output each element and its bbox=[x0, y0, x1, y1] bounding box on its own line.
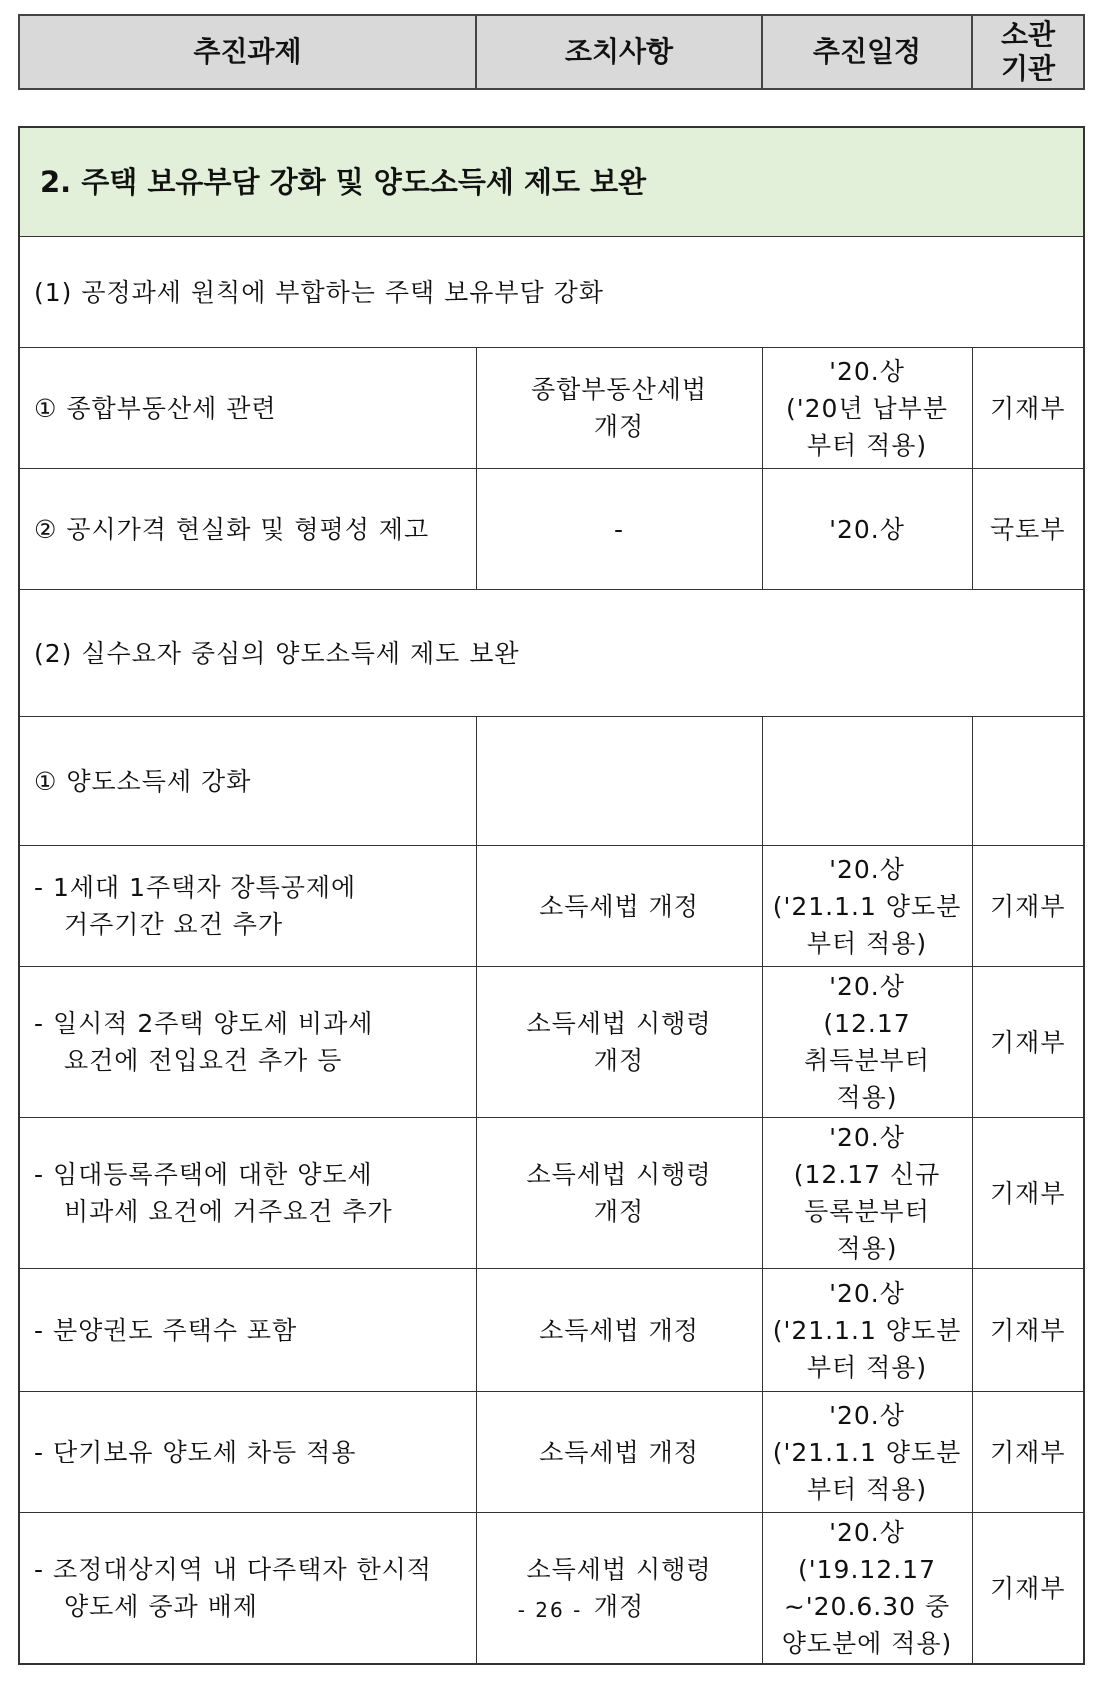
schedule-cell: '20.상 ('19.12.17 ~'20.6.30 중 양도분에 적용) bbox=[762, 1513, 972, 1665]
task-cell: ② 공시가격 현실화 및 형평성 제고 bbox=[19, 469, 476, 590]
task-cell: - 일시적 2주택 양도세 비과세 요건에 전입요건 추가 등 bbox=[19, 967, 476, 1118]
table-row bbox=[19, 1513, 1084, 1665]
header-agency: 소관 기관 bbox=[972, 15, 1084, 89]
schedule-cell: '20.상 (12.17 취득분부터 적용) bbox=[762, 967, 972, 1118]
header-action: 조치사항 bbox=[476, 15, 762, 89]
task-cell: ① 양도소득세 강화 bbox=[19, 717, 476, 846]
table-row bbox=[19, 967, 1084, 1118]
schedule-cell bbox=[762, 717, 972, 846]
action-cell: 소득세법 시행령 개정 bbox=[476, 1513, 762, 1665]
table-row bbox=[19, 1392, 1084, 1513]
agency-cell bbox=[972, 717, 1084, 846]
action-cell: 소득세법 시행령 개정 bbox=[476, 1118, 762, 1269]
action-cell: 종합부동산세법 개정 bbox=[476, 348, 762, 469]
page-number: - 26 - bbox=[517, 1598, 583, 1622]
schedule-cell: '20.상 (12.17 신규 등록분부터 적용) bbox=[762, 1118, 972, 1269]
agency-cell: 국토부 bbox=[972, 469, 1084, 590]
task-cell: - 1세대 1주택자 장특공제에 거주기간 요건 추가 bbox=[19, 846, 476, 967]
action-cell bbox=[476, 717, 762, 846]
agency-cell: 기재부 bbox=[972, 1269, 1084, 1392]
task-cell: - 단기보유 양도세 차등 적용 bbox=[19, 1392, 476, 1513]
page bbox=[18, 14, 1083, 1665]
agency-cell: 기재부 bbox=[972, 1513, 1084, 1665]
task-cell: - 조정대상지역 내 다주택자 한시적 양도세 중과 배제 bbox=[19, 1513, 476, 1665]
action-cell: 소득세법 시행령 개정 bbox=[476, 967, 762, 1118]
task-cell: - 임대등록주택에 대한 양도세 비과세 요건에 거주요건 추가 bbox=[19, 1118, 476, 1269]
table-row bbox=[19, 348, 1084, 469]
task-cell: ① 종합부동산세 관련 bbox=[19, 348, 476, 469]
agency-cell: 기재부 bbox=[972, 1118, 1084, 1269]
subsection-2-title: (2) 실수요자 중심의 양도소득세 제도 보완 bbox=[19, 590, 1084, 717]
section-title: 2. 주택 보유부담 강화 및 양도소득세 제도 보완 bbox=[19, 127, 1084, 237]
action-cell: 소득세법 개정 bbox=[476, 846, 762, 967]
subsection-1-title: (1) 공정과세 원칙에 부합하는 주택 보유부담 강화 bbox=[19, 237, 1084, 348]
table-row bbox=[19, 1269, 1084, 1392]
header-task: 추진과제 bbox=[19, 15, 476, 89]
schedule-cell: '20.상 ('21.1.1 양도분 부터 적용) bbox=[762, 846, 972, 967]
action-cell: - bbox=[476, 469, 762, 590]
agency-cell: 기재부 bbox=[972, 967, 1084, 1118]
agency-cell: 기재부 bbox=[972, 348, 1084, 469]
agency-cell: 기재부 bbox=[972, 1392, 1084, 1513]
task-cell: - 분양권도 주택수 포함 bbox=[19, 1269, 476, 1392]
plan-table bbox=[18, 126, 1085, 1665]
table-row bbox=[19, 1118, 1084, 1269]
schedule-cell: '20.상 ('21.1.1 양도분 부터 적용) bbox=[762, 1392, 972, 1513]
column-header-table bbox=[18, 14, 1085, 90]
agency-cell: 기재부 bbox=[972, 846, 1084, 967]
action-cell: 소득세법 개정 bbox=[476, 1269, 762, 1392]
table-row bbox=[19, 846, 1084, 967]
schedule-cell: '20.상 ('20년 납부분 부터 적용) bbox=[762, 348, 972, 469]
schedule-cell: '20.상 ('21.1.1 양도분 부터 적용) bbox=[762, 1269, 972, 1392]
action-cell: 소득세법 개정 bbox=[476, 1392, 762, 1513]
header-schedule: 추진일정 bbox=[762, 15, 972, 89]
table-row bbox=[19, 469, 1084, 590]
table-row bbox=[19, 717, 1084, 846]
schedule-cell: '20.상 bbox=[762, 469, 972, 590]
